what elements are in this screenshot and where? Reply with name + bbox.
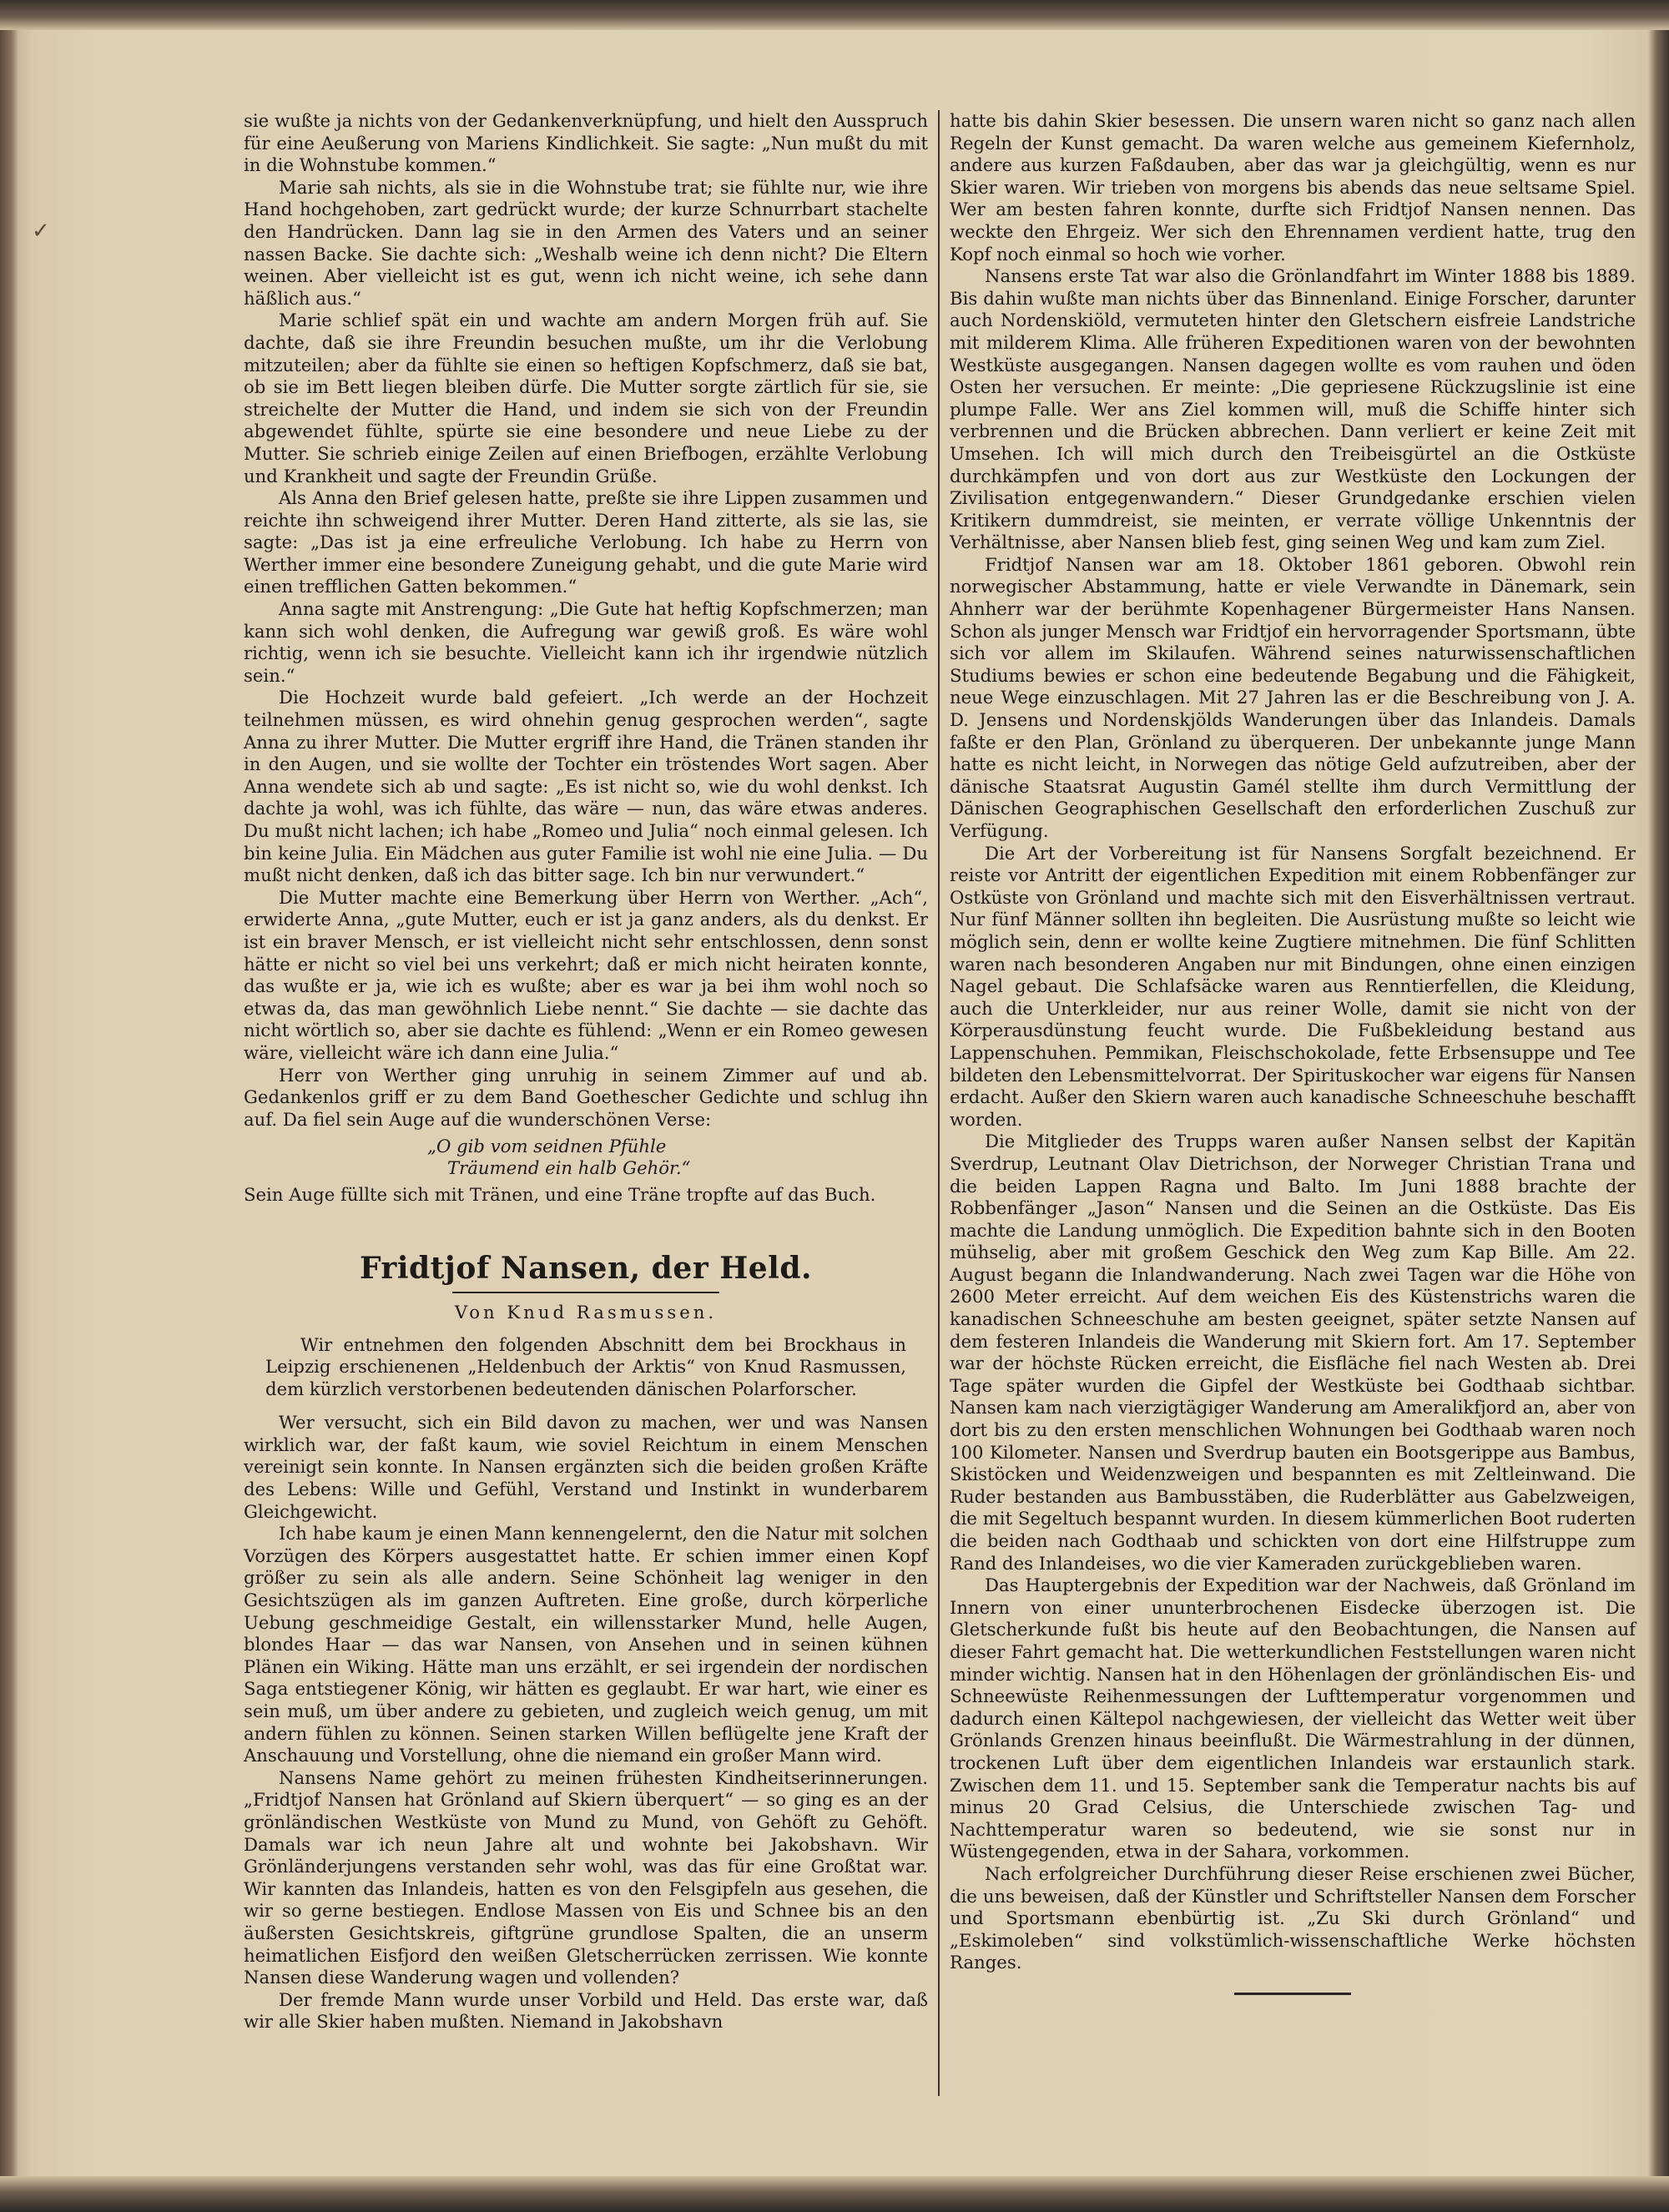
column-divider — [938, 110, 940, 2096]
article-end-rule — [1234, 1993, 1351, 1995]
paragraph: Anna sagte mit Anstrengung: „Die Gute hat heftig Kopfschmerzen; man kann sich wohl denken, die Aufregung war gewiß groß. Es wäre wohl richtig, wenn ich sie besuchte. Vielleicht kann ich ihr irgendwie nützlich sein.“ — [244, 598, 928, 686]
headline-divider — [452, 1292, 719, 1293]
paragraph: Wer versucht, sich ein Bild davon zu machen, wer und was Nansen wirklich war, der faßt kaum, wie soviel Reichtum in einem Menschen vereinigt sein konnte. In Nansen ergänzten sich die beiden großen Kräfte des Lebens: Wille und Gefühl, Verstand und Instinkt in wunderbarem Gleichgewicht. — [244, 1412, 928, 1522]
paragraph: sie wußte ja nichts von der Gedankenverknüpfung, und hielt den Ausspruch für eine Aeußerung von Mariens Kindlichkeit. Sie sagte: „Nun mußt du mit in die Wohnstube kommen.“ — [244, 110, 928, 176]
paragraph: Die Art der Vorbereitung ist für Nansens Sorgfalt bezeichnend. Er reiste vor Antritt der eigentlichen Expedition mit einem Robbenfänger zur Ostküste von Grönland und machte sich mit den Eisverhältnissen vertraut. Nur fünf Männer sollten ihn begleiten. Die Ausrüstung mußte so leicht wie möglich sein, denn er wollte keine Zugtiere mitnehmen. Die fünf Schlitten waren nach besonderen Angaben nur mit Bindungen, ohne einen einzigen Nagel gebaut. Die Schlafsäcke waren aus Renntierfellen, die Kleidung, auch die Unterkleider, nur aus reiner Wolle, damit sie nicht von der Körperausdünstung feucht wurde. Die Fußbekleidung bestand aus Lappenschuhen. Pemmikan, Fleischschokolade, fette Erbsensuppe und Tee bildeten den Lebensmittelvorrat. Der Spirituskocher war eigens für Nansen erdacht. Außer den Skiern waren auch kanadische Schneeschuhe beschafft worden. — [950, 842, 1636, 1130]
paragraph: Marie sah nichts, als sie in die Wohnstube trat; sie fühlte nur, wie ihre Hand hochgehoben, zart gedrückt wurde; der kurze Schnurrbart stachelte den Handrücken. Dann lag sie in den Armen des Vaters und an seiner nassen Backe. Sie dachte sich: „Weshalb weine ich denn nicht? Die Eltern weinen. Aber vielleicht ist es gut, wenn ich nicht weine, ich sehe dann häßlich aus.“ — [244, 176, 928, 309]
paragraph: Die Mutter machte eine Bemerkung über Herrn von Werther. „Ach“, erwiderte Anna, „gute Mutter, euch er ist ja ganz anders, als du denkst. Er ist ein braver Mensch, er ist vielleicht nicht sehr entschlossen, denn sonst hätte er nicht so viel bei uns verkehrt; daß er mich nicht heiraten konnte, das wußte er ja, wie ich es wußte; aber es war ja bei ihm wohl noch so etwas da, das man gewöhnlich Liebe nennt.“ Sie dachte — sie dachte das nicht wörtlich so, aber sie dachte es fühlend: „Wenn er ein Romeo gewesen wäre, vielleicht wäre ich dann eine Julia.“ — [244, 886, 928, 1063]
paragraph: Nach erfolgreicher Durchführung dieser Reise erschienen zwei Bücher, die uns beweisen, daß der Künstler und Schriftsteller Nansen dem Forscher und Sportsmann ebenbürtig ist. „Zu Ski durch Grönland“ und „Eskimoleben“ sind volkstümlich-wissenschaftliche Werke höchsten Ranges. — [950, 1862, 1636, 1973]
paragraph: Nansens erste Tat war also die Grönlandfahrt im Winter 1888 bis 1889. Bis dahin wußte man nichts über das Binnenland. Einige Forscher, darunter auch Nordenskiöld, vermuteten hinter den Gletschern eisfreie Landstriche mit milderem Klima. Alle früheren Expeditionen waren von der bewohnten Westküste ausgegangen. Nansen dagegen wollte es vom rauhen und öden Osten her versuchen. Er meinte: „Die gepriesene Rückzugslinie ist eine plumpe Falle. Wer ans Ziel kommen will, muß die Schiffe hinter sich verbrennen und die Brücken abbrechen. Dann verliert er keine Zeit mit Umsehen. Ich will mich durch den Treibeisgürtel an die Ostküste durchkämpfen und von dort aus zur Westküste den Lockungen der Zivilisation entgegenwandern.“ Dieser Grundgedanke erschien vielen Kritikern dummdreist, sie meinten, er verrate völlige Unkenntnis der Verhältnisse, aber Nansen blieb fest, ging seinen Weg und kam zum Ziel. — [950, 265, 1636, 553]
article-headline: Fridtjof Nansen, der Held. — [359, 1250, 813, 1286]
paragraph: Die Mitglieder des Trupps waren außer Nansen selbst der Kapitän Sverdrup, Leutnant Olav Dietrichson, der Norweger Christian Trana und die beiden Lappen Ragna und Balto. Im Juni 1888 brachte der Robbenfänger „Jason“ Nansen und die Seinen an die Ostküste. Das Eis machte die Landung unmöglich. Die Expedition bahnte sich in den Booten mühselig, aber mit großem Geschick den Weg zum Kap Bille. Am 22. August begann die Inlandwanderung. Nach zwei Tagen war die Höhe von 2600 Meter erreicht. Auf dem weichen Eis des Küstenstrichs waren die kanadischen Schneeschuhe am besten geeignet, später setzte Nansen auf dem festeren Inlandeis die Wanderung mit Skiern fort. Am 17. September war der höchste Rücken erreicht, die Eisfläche fiel nach Westen ab. Drei Tage später wurden die Gipfel der Westküste bei Godthaab sichtbar. Nansen kam nach vierzigtägiger Wanderung am Ameralikfjord an, aber von dort bis zu den ersten menschlichen Wohnungen bei Godthaab waren noch 100 Kilometer. Nansen und Sverdrup bauten ein Bootsgerippe aus Bambus, Skistöcken und Weidenzweigen und bespannten es mit Zeltleinwand. Die Ruder bestanden aus Bambusstäben, die Ruderblätter aus Gabelzweigen, die mit Segeltuch bespannt wurden. In diesem kümmerlichen Boot ruderten die beiden nach Godthaab und schickten von dort eine Hilfstruppe zum Rand des Inlandeises, wo die vier Kameraden zurückgeblieben waren. — [950, 1131, 1636, 1574]
article-intro — [244, 1334, 928, 1401]
page-bottom-edge — [0, 2176, 1669, 2212]
paragraph: Ich habe kaum je einen Mann kennengelernt, den die Natur mit solchen Vorzügen des Körpers ausgestattet hatte. Er schien immer einen Kopf größer zu sein als alle andern. Seine Schönheit lag weniger in den Gesichtszügen als im ganzen Auftreten. Eine große, durch körperliche Uebung geschmeidige Gestalt, ein willensstarker Mund, helle Augen, blondes Haar — das war Nansen, von Ansehen und in seinen kühnen Plänen ein Wiking. Hätte man uns erzählt, er sei irgendein der nordischen Saga entstiegener König, wir hätten es geglaubt. Er war hart, wie einer es sein muß, um über andere zu gebieten, und zugleich weich genug, um mit andern fühlen zu können. Seinen starken Willen beflügelte jene Kraft der Anschauung und Vorstellung, ohne die niemand ein großer Mann wird. — [244, 1523, 928, 1766]
paragraph: Fridtjof Nansen war am 18. Oktober 1861 geboren. Obwohl rein norwegischer Abstammung, hatte er viele Verwandte in Dänemark, sein Ahnherr war der berühmte Kopenhagener Bürgermeister Hans Nansen. Schon als junger Mensch war Fridtjof ein hervorragender Sportsmann, übte sich vor allem im Skilaufen. Während seines naturwissenschaftlichen Studiums bewies er schon eine bedeutende Begabung und die Fähigkeit, neue Wege einzuschlagen. Mit 27 Jahren las er die Beschreibung von J. A. D. Jensens und Nordenskjölds Wanderungen über das Inlandeis. Damals faßte er den Plan, Grönland zu überqueren. Der unbekannte junge Mann hatte es nicht leicht, in Norwegen das nötige Geld aufzutreiben, aber der dänische Staatsrat Augustin Gamél stellte ihm durch Vermittlung der Dänischen Geographischen Gesellschaft den erforderlichen Zuschuß zur Verfügung. — [950, 553, 1636, 841]
goethe-verse — [427, 1136, 928, 1179]
verse-line: Träumend ein halb Gehör.“ — [447, 1157, 691, 1179]
paragraph: Herr von Werther ging unruhig in seinem Zimmer auf und ab. Gedankenlos griff er zu dem Band Goethescher Gedichte und schlug ihn auf. Da fiel sein Auge auf die wunderschönen Verse: — [244, 1064, 928, 1130]
paragraph: hatte bis dahin Skier besessen. Die unsern waren nicht so ganz nach allen Regeln der Kunst gemacht. Da waren welche aus gemeinem Kiefernholz, andere aus kurzen Faßdauben, aber das war ja gleichgültig, wenn es nur Skier waren. Wir trieben von morgens bis abends das neue seltsame Spiel. Wer am besten fahren konnte, durfte sich Fridtjof Nansen nennen. Das weckte den Ehrgeiz. Wer sich den Ehrennamen verdient hatte, trug den Kopf noch einmal so hoch wie vorher. — [950, 110, 1636, 265]
pencil-mark-icon: ✓ — [32, 219, 50, 244]
paragraph: Als Anna den Brief gelesen hatte, preßte sie ihre Lippen zusammen und reichte ihn schweigend ihrer Mutter. Deren Hand zitterte, als sie las, sie sagte: „Das ist ja eine erfreuliche Verlobung. Ich habe zu Herrn von Werther immer eine besondere Zuneigung gehabt, und die gute Marie wird einen trefflichen Gatten bekommen.“ — [244, 487, 928, 597]
paragraph: Sein Auge füllte sich mit Tränen, und eine Träne tropfte auf das Buch. — [244, 1184, 876, 1206]
paragraph: Das Hauptergebnis der Expedition war der Nachweis, daß Grönland im Innern von einer ununterbrochenen Eisdecke überzogen ist. Die Gletscherkunde fußt bis heute auf den Beobachtungen, die Nansen auf dieser Fahrt gemacht hat. Die wetterkundlichen Feststellungen waren nicht minder wichtig. Nansen hat in den Höhenlagen der grönländischen Eis- und Schneewüste Reihenmessungen der Lufttemperatur vorgenommen und dadurch einen Kältepol nachgewiesen, der vielleicht das Wetter weit über Grönlands Grenzen hinaus beeinflußt. Die Wärmestrahlung in der dünnen, trockenen Luft über dem eigentlichen Inlandeis war erstaunlich stark. Zwischen dem 11. und 15. September sank die Temperatur nachts bis auf minus 20 Grad Celsius, die Unterschiede zwischen Tag- und Nachttemperatur waren so bedeutend, wie sie sonst nur in Wüstengegenden, etwa in der Sahara, vorkommen. — [950, 1575, 1636, 1862]
paragraph: Der fremde Mann wurde unser Vorbild und Held. Das erste war, daß wir alle Skier haben mußten. Niemand in Jakobshavn — [244, 1988, 928, 2033]
intro-text: Wir entnehmen den folgenden Abschnitt dem bei Brockhaus in Leipzig erschienenen „Heldenbuch der Arktis“ von Knud Rasmussen, dem kürzlich verstorbenen bedeutenden dänischen Polarforscher. — [265, 1333, 906, 1399]
left-column — [244, 110, 928, 2033]
paragraph: Marie schlief spät ein und wachte am andern Morgen früh auf. Sie dachte, daß sie ihre Freundin besuchen mußte, um ihr die Verlobung mitzuteilen; aber da fühlte sie einen so heftigen Kopfschmerz, daß sie bat, ob sie im Bett liegen bleiben dürfe. Die Mutter sorgte zärtlich für sie, sie streichelte der Mutter die Hand, und indem sie sich von der Freundin abgewendet fühlte, spürte sie eine besondere und neue Liebe zu der Mutter. Sie schrieb einige Zeilen auf einen Briefbogen, erzählte Verlobung und Krankheit und sagte der Freundin Grüße. — [244, 310, 928, 486]
page-top-edge — [0, 0, 1669, 30]
paragraph: Nansens Name gehört zu meinen frühesten Kindheitserinnerungen. „Fridtjof Nansen hat Grönland auf Skiern überquert“ — so ging es an der grönländischen Westküste von Mund zu Mund, von Gehöft zu Gehöft. Damals war ich neun Jahre alt und wohnte bei Jakobshavn. Wir Grönländerjungens verstanden sehr wohl, was das für eine Großtat war. Wir kannten das Inlandeis, hatten es von den Felsgipfeln aus gesehen, die wir so gerne bestiegen. Endlose Massen von Eis und Schnee bis an den äußersten Gesichtskreis, giftgrüne grundlose Spalten, die an unserm heimatlichen Eisfjord den weißen Gletscherrücken zerrissen. Wie konnte Nansen diese Wanderung wagen und vollenden? — [244, 1766, 928, 1988]
paragraph: Die Hochzeit wurde bald gefeiert. „Ich werde an der Hochzeit teilnehmen müssen, es wird ohnehin genug gesprochen werden“, sagte Anna zu ihrer Mutter. Die Mutter ergriff ihre Hand, die Tränen standen ihr in den Augen, und sie wollte der Tochter ein tröstendes Wort sagen. Aber Anna wendete sich ab und sagte: „Es ist nicht so, wie du wohl denkst. Ich dachte ja wohl, was ich fühlte, das wäre — nun, das wäre etwas anderes. Du mußt nicht lachen; ich habe „Romeo und Julia“ noch einmal gelesen. Ich bin keine Julia. Ein Mädchen aus guter Familie ist wohl nie eine Julia. — Du mußt nicht denken, daß ich das bitter sage. Ich bin nur verwundert.“ — [244, 687, 928, 886]
article-byline: Von Knud Rasmussen. — [454, 1301, 718, 1323]
right-column — [950, 110, 1636, 1995]
verse-line: „O gib vom seidnen Pfühle — [427, 1136, 667, 1157]
